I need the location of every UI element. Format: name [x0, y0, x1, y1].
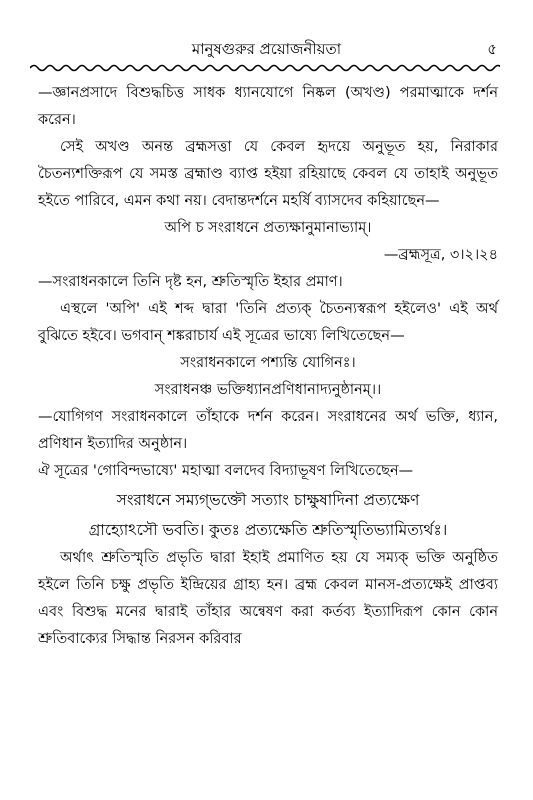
paragraph-7: অর্থাৎ শ্রুতিস্মৃতি প্রভৃতি দ্বারা ইহাই প্রমাণিত হয় যে সম্যক্ ভক্তি অনুষ্ঠিত হইলে তিনি চক্ষু প্রভৃতি ইন্দ্রিয়ের গ্রাহ্য হন। ব্রহ্ম কেবল মানস-প্রত্যক্ষেই প্রাপ্তব্য এবং বিশুদ্ধ মনের দ্বারাই তাঁহার অন্বেষণ করা কর্তব্য ইত্যাদিরূপ কোন কোন শ্রুতিবাক্যের সিদ্ধান্ত নিরসন করিবার	[38, 550, 498, 647]
paragraph-1: —জ্ঞানপ্রসাদে বিশুদ্ধচিত্ত সাধক ধ্যানযোগে নিষ্কল (অখণ্ড) পরমাত্মাকে দর্শন করেন।	[38, 85, 498, 128]
bhashya-verse-1: সংরাধনকালে পশ্যন্তি যোগিনঃ।	[180, 355, 356, 371]
sutra-verse: অপি চ সংরাধনে প্রত্যক্ষানুমানাভ্যাম্।	[164, 220, 372, 236]
paragraph-2: সেই অখণ্ড অনন্ত ব্রহ্মসত্তা যে কেবল হৃদয়ে অনুভূত হয়, নিরাকার চৈতন্যশক্তিরূপ যে সমস্ত ব্রহ্মাণ্ড ব্যাপ্ত হইয়া রহিয়াছে কেবল যে তাহাই অনুভূত হইতে পারিবে, এমন কথা নয়। বেদান্তদর্শনে মহর্ষি ব্যাসদেব কহিয়াছেন—	[38, 139, 498, 209]
govinda-bhashya-verse-2: গ্রাহ্যোঽসৌ ভবতি। কুতঃ প্রত্যক্ষেতি শ্রুতিস্মৃতিভ্যামিত্যর্থঃ।	[88, 521, 448, 539]
page-body	[38, 80, 498, 653]
paragraph-5: —যোগিগণ সংরাধনকালে তাঁহাকে দর্শন করেন। সংরাধনের অর্থ ভক্তি, ধ্যান, প্রণিধান ইত্যাদির অনুষ্ঠান।	[38, 409, 498, 452]
govinda-bhashya-verse-1: সংরাধনে সম্যগ্‌ভক্তৌ সত্যাং চাক্ষুষাদিনা প্রত্যক্ষেণ	[116, 491, 420, 509]
page-number: ৫	[487, 40, 497, 58]
paragraph-3: —সংরাধনকালে তিনি দৃষ্ট হন, শ্রুতিস্মৃতি ইহার প্রমাণ।	[38, 274, 343, 290]
sutra-reference: —ব্রহ্মসূত্র, ৩।২।২৪	[383, 247, 498, 263]
bhashya-verse-2: সংরাধনঞ্চ ভক্তিধ্যানপ্রণিধানাদ্যনুষ্ঠানম্।।	[154, 382, 382, 398]
paragraph-6: ঐ সূত্রের 'গোবিন্দভাষ্যে' মহাত্মা বলদেব বিদ্যাভূষণ লিখিতেছেন—	[38, 463, 414, 479]
wavy-divider	[30, 63, 500, 73]
paragraph-4: এস্থলে 'অপি' এই শব্দ দ্বারা 'তিনি প্রত্যক্ চৈতন্যস্বরূপ হইলেও' এই অর্থ বুঝিতে হইবে। ভগবান্ শঙ্করাচার্য এই সূত্রের ভাষ্যে লিখিতেছেন—	[38, 301, 498, 344]
running-header-title: মানুষগুরুর প্রয়োজনীয়তা	[191, 40, 342, 58]
